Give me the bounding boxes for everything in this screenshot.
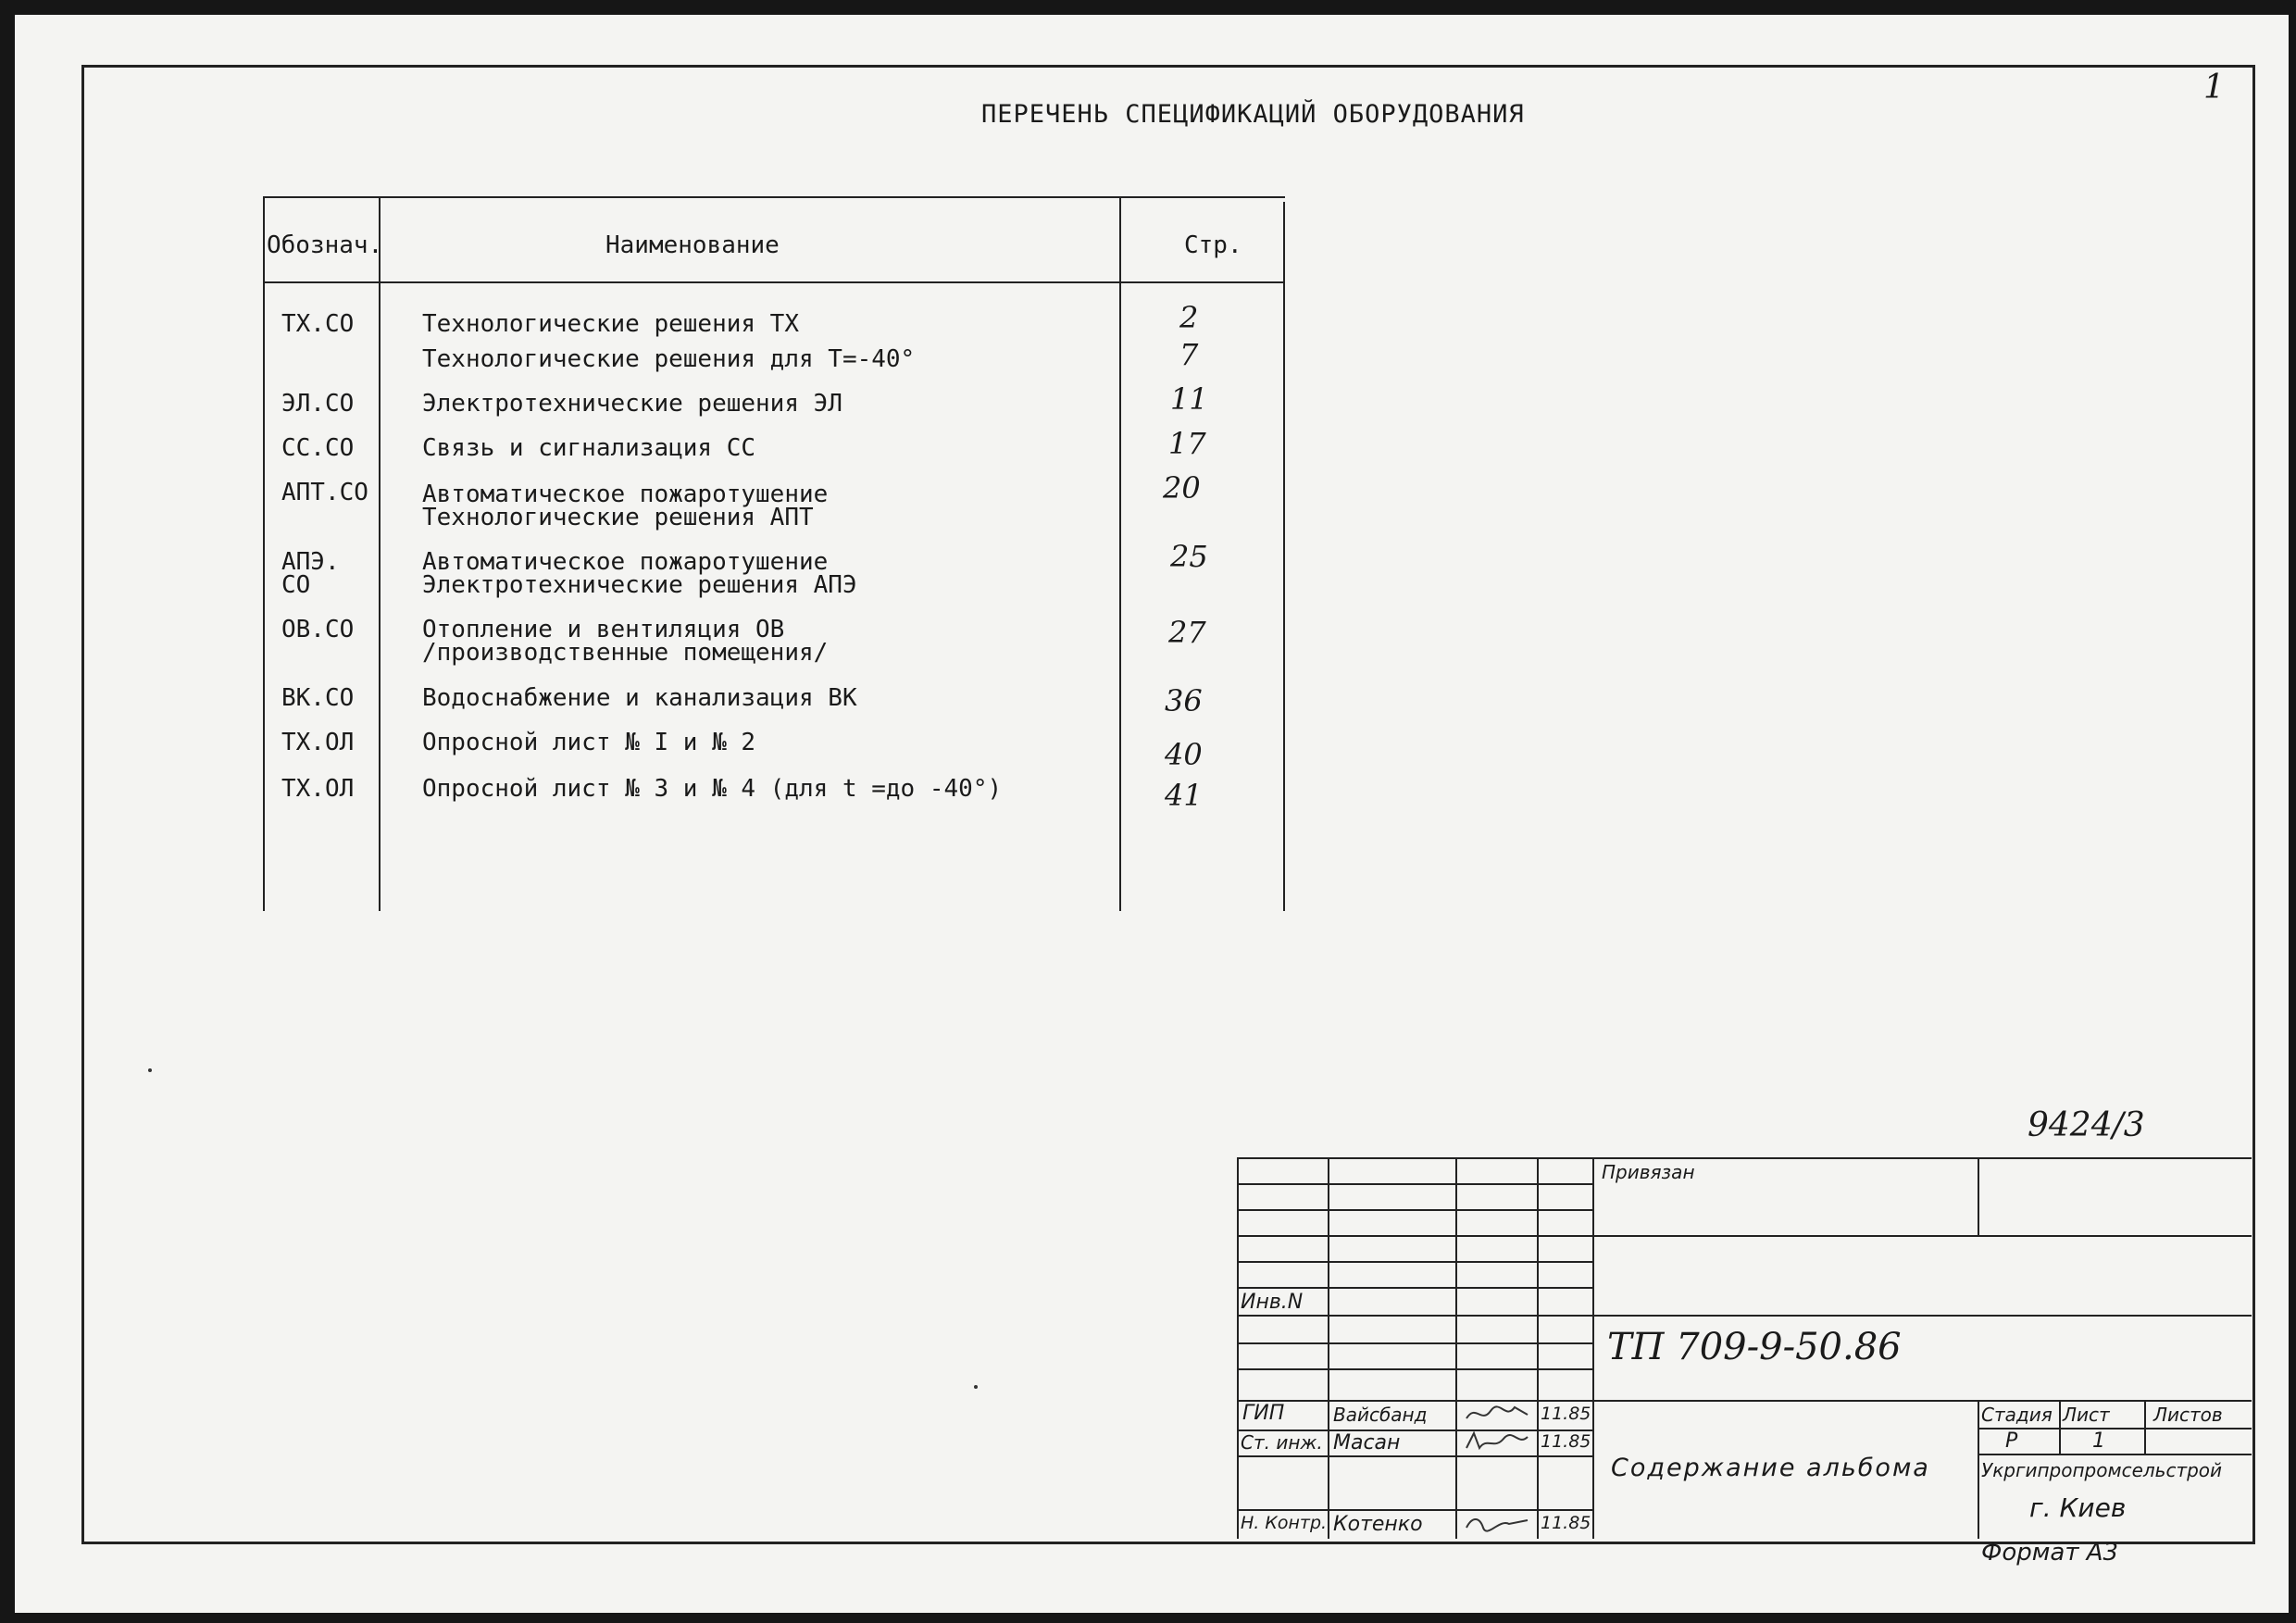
row-name: Отопление и вентиляция ОВ /производственные помещения/ [422,616,829,667]
sheet-number: 1 [2203,69,2225,106]
staff-role: ГИП [1242,1402,1285,1425]
sheet-edge [0,0,2296,15]
staff-name: Вайсбанд [1333,1404,1428,1426]
row-page: 36 [1165,683,1203,718]
row-name: Автоматическое пожаротушение Электротехнические решения АПЭ [422,548,857,599]
row-name: Технологические решения ТХ [422,310,799,338]
staff-date: 11.85 [1541,1404,1591,1424]
row-designation: ТХ.СО [281,310,355,338]
spec-table [263,196,1285,911]
row-name: Автоматическое пожаротушение Технологические решения АПТ [422,481,829,531]
format-label: Формат А3 [1981,1539,2119,1567]
row-name: Электротехнические решения ЭЛ [422,390,842,418]
project-code: ТП 709-9-50.86 [1607,1326,1902,1368]
album-code: 9424/3 [2028,1106,2145,1144]
staff-name: Котенко [1333,1513,1423,1536]
inv-no-label: Инв.N [1241,1291,1304,1314]
row-designation: СС.СО [281,434,355,462]
sheet-edge [0,0,15,1623]
row-name: Водоснабжение и канализация ВК [422,684,857,712]
row-page: 2 [1179,300,1199,335]
city: г. Киев [2029,1492,2127,1523]
stage-value: Р [2005,1429,2018,1453]
row-page: 41 [1165,778,1203,813]
signature-icon [1463,1402,1531,1426]
row-designation: АПЭ. СО [281,548,340,599]
signature-icon [1463,1511,1531,1535]
row-page: 25 [1170,539,1208,574]
signature-icon [1463,1429,1531,1454]
scan-speck [974,1385,978,1389]
staff-date: 11.85 [1541,1431,1591,1452]
sheet-edge [2289,0,2296,1623]
header-name: Наименование [605,231,780,259]
row-designation: ТХ.ОЛ [281,729,355,756]
row-page: 7 [1179,337,1199,372]
page-title: ПЕРЕЧЕНЬ СПЕЦИФИКАЦИЙ ОБОРУДОВАНИЯ [981,100,1525,129]
organization: Укргипропромсельстрой [1981,1459,2223,1481]
header-page: Стр. [1184,231,1242,259]
stage-label: Стадия [1981,1404,2053,1426]
sheet-edge [0,1613,2296,1623]
staff-date: 11.85 [1541,1513,1591,1533]
row-page: 20 [1163,470,1201,506]
row-page: 27 [1168,615,1206,650]
row-designation: ТХ.ОЛ [281,775,355,803]
row-designation: АПТ.СО [281,479,368,506]
row-name: Технологические решения для Т=-40° [422,345,916,373]
sheet-value: 1 [2092,1429,2105,1453]
row-name: Связь и сигнализация СС [422,434,756,462]
row-designation: ЭЛ.СО [281,390,355,418]
row-page: 11 [1170,381,1208,417]
staff-role: Н. Контр. [1241,1513,1328,1533]
linked-label: Привязан [1602,1161,1695,1183]
row-designation: ВК.СО [281,684,355,712]
row-page: 40 [1165,737,1203,772]
row-name: Опросной лист № 3 и № 4 (для t =до -40°) [422,775,1003,803]
row-name: Опросной лист № I и № 2 [422,729,756,756]
sheet-label: Лист [2063,1404,2110,1426]
staff-name: Масан [1333,1431,1401,1454]
title-block [1237,1157,2252,1539]
scan-speck [148,1068,152,1072]
header-designation: Обознач. [267,231,383,259]
sheet-title: Содержание альбома [1611,1454,1930,1482]
row-page: 17 [1168,426,1206,461]
sheets-label: Листов [2153,1404,2223,1426]
staff-role: Ст. инж. [1241,1431,1323,1454]
row-designation: ОВ.СО [281,616,355,643]
